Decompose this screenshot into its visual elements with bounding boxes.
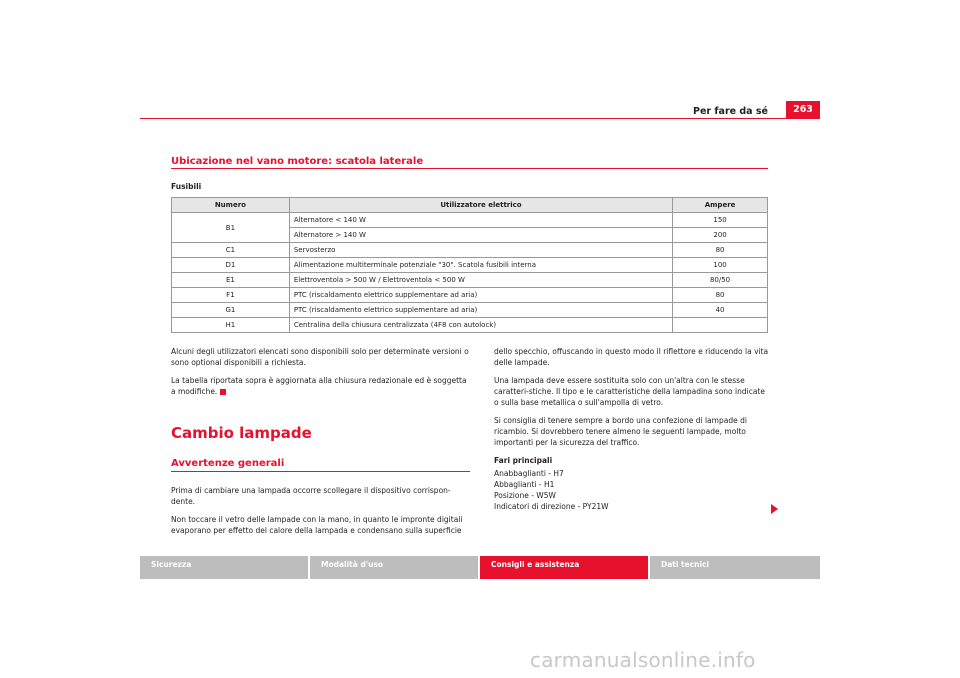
right-column [494,346,769,512]
header-divider [140,118,820,119]
fuse-ampere [673,318,768,333]
list-item: Indicatori di direzione - PY21W [494,502,609,511]
table-row [172,213,768,228]
list-item: Abbaglianti - H1 [494,480,555,489]
fuse-user: PTC (riscaldamento elettrico supplementare ad aria) [289,303,672,318]
fuse-user: PTC (riscaldamento elettrico supplementare ad aria) [289,288,672,303]
table-row [172,273,768,288]
fuse-user: Elettroventola > 500 W / Elettroventola < 500 W [289,273,672,288]
fuse-user: Alternatore < 140 W [289,213,672,228]
chapter-title: Cambio lampade [171,424,312,442]
fuse-number: H1 [172,318,290,333]
fuse-user: Servosterzo [289,243,672,258]
section-divider [171,168,768,169]
left-column-lamps [171,485,471,543]
continue-arrow-icon [771,504,778,514]
table-row [172,258,768,273]
fuse-number: B1 [172,213,290,243]
column-header-ampere: Ampere [673,198,768,213]
watermark: carmanualsonline.info [530,648,756,672]
end-of-section-icon [220,389,226,395]
paragraph: Prima di cambiare una lampada occorre scollegare il dispositivo corrispon-dente. [171,486,451,506]
fuse-number: G1 [172,303,290,318]
section-title: Ubicazione nel vano motore: scatola laterale [171,156,424,167]
table-row [172,303,768,318]
fuse-number: E1 [172,273,290,288]
fuse-ampere: 80 [673,288,768,303]
fuse-user: Alimentazione multiterminale potenziale "30". Scatola fusibili interna [289,258,672,273]
fuse-ampere: 80/50 [673,273,768,288]
fuse-user: Alternatore > 140 W [289,228,672,243]
fuse-number: C1 [172,243,290,258]
column-header-numero: Numero [172,198,290,213]
subsection-title: Avvertenze generali [171,458,285,469]
fuse-ampere: 150 [673,213,768,228]
fuse-number: D1 [172,258,290,273]
table-row [172,318,768,333]
fuse-number: F1 [172,288,290,303]
headlights-heading: Fari principali [494,456,553,465]
table-caption: Fusibili [171,182,202,191]
tab-sicurezza[interactable]: Sicurezza [140,556,308,579]
paragraph: Non toccare il vetro delle lampade con la mano, in quanto le impronte digitali evaporano per effetto del calore della lampada e condensano sulla superficie [171,515,463,535]
left-column-intro [171,346,471,404]
paragraph: dello specchio, offuscando in questo modo il riflettore e riducendo la vita delle lampade. [494,347,769,367]
paragraph: Una lampada deve essere sostituita solo con un'altra con le stesse caratteri-stiche. Il tipo e le caratteristiche della lampadina sono indicate o sulla base metallica o sull'ampolla di vetro. [494,376,765,407]
lamp-list [494,468,769,512]
fuse-ampere: 200 [673,228,768,243]
paragraph-text: La tabella riportata sopra è aggiornata alla chiusura redazionale ed è soggetta a modifiche. [171,376,467,396]
fuse-table [171,197,768,333]
tab-modalita-uso[interactable]: Modalità d'uso [310,556,478,579]
tab-dati-tecnici[interactable]: Dati tecnici [650,556,820,579]
footer-tabs [140,556,820,579]
column-header-utilizzatore: Utilizzatore elettrico [289,198,672,213]
fuse-ampere: 40 [673,303,768,318]
fuse-ampere: 80 [673,243,768,258]
fuse-ampere: 100 [673,258,768,273]
table-row [172,288,768,303]
paragraph: Alcuni degli utilizzatori elencati sono disponibili solo per determinate versioni o sono optional disponibili a richiesta. [171,347,469,367]
fuse-user: Centralina della chiusura centralizzata (4F8 con autolock) [289,318,672,333]
paragraph: Si consiglia di tenere sempre a bordo una confezione di lampade di ricambio. Si dovrebbero tenere almeno le seguenti lampade, molto importanti per la sicurezza del traffico. [494,416,747,447]
list-item: Posizione - W5W [494,491,556,500]
page-header-title: Per fare da sé [693,106,768,117]
paragraph-with-end-mark [171,375,471,397]
subsection-divider [171,471,470,472]
list-item: Anabbaglianti - H7 [494,469,564,478]
table-header-row [172,198,768,213]
tab-consigli-assistenza[interactable]: Consigli e assistenza [480,556,648,579]
page-number: 263 [786,101,820,118]
table-row [172,243,768,258]
